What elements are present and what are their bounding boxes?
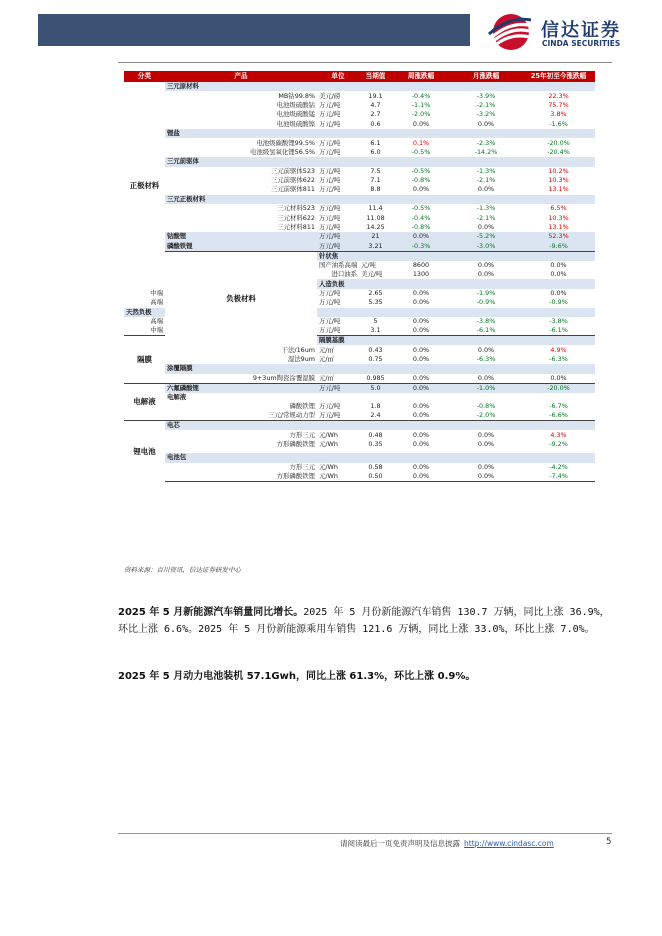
table-row: 三元前驱体622 万元/吨 7.1 -0.8% -2.1% 10.3% — [270, 176, 569, 185]
group-label: 三元原材料 — [165, 82, 317, 91]
footer-divider — [118, 833, 612, 834]
page-number: 5 — [606, 837, 612, 847]
group-label: 涂覆隔膜 — [165, 364, 317, 373]
table-row: 方形磷酸铁锂 元/Wh 0.50 0.0% 0.0% -7.4% — [124, 472, 595, 482]
header-current: 当期值 — [359, 71, 392, 82]
group-label: 天然负极 — [124, 308, 165, 317]
logo-en-text: CINDA SECURITIES — [542, 39, 621, 48]
category-battery: 锂电池 — [124, 421, 165, 482]
group-row — [124, 82, 595, 91]
header-bar — [38, 14, 470, 46]
table-row: 钴酸锂 万元/吨 21 0.0% -5.2% 52.3% — [124, 232, 595, 241]
materials-price-table — [124, 71, 595, 482]
header-product: 产品 — [165, 71, 317, 82]
cinda-logo-icon — [487, 12, 535, 52]
paragraph-battery-install — [118, 668, 616, 685]
category-anode: 负极材料 — [165, 251, 317, 345]
group-label: 隔膜基膜 — [317, 336, 359, 346]
group-label: 人造负极 — [317, 279, 359, 288]
group-label: 三元前驱体 — [165, 157, 317, 166]
table-row: MB钴99.8% 美元/磅 19.1 -0.4% -3.9% 22.3% — [278, 91, 569, 100]
group-label: 电池包 — [165, 453, 317, 462]
paragraph-ev-sales — [118, 604, 616, 638]
table-row: 湿法9um 元/㎡ 0.75 0.0% -6.3% -6.3% — [287, 354, 568, 363]
category-separator: 隔膜 — [124, 336, 165, 383]
group-label: 电芯 — [165, 421, 317, 431]
table-source-note: 资料来源：百川资讯，信达证券研发中心 — [124, 566, 241, 574]
paragraph-ev-sales-body: 2025 年 5 月份新能源汽车销售 130.7 万辆，同比上涨 36.9%，环比上涨 6.6%。2025 年 5 月份新能源乘用车销售 121.6 万辆，同比上涨 33.0%，环比上涨 7.0%。 — [118, 607, 610, 635]
table-row: 方形三元 元/Wh 0.58 0.0% 0.0% -4.2% — [289, 462, 568, 471]
table-row: 三元材料811 万元/吨 14.25 -0.8% 0.0% 13.1% — [277, 223, 569, 232]
table-row: 国产油系高端 元/吨 8600 0.0% 0.0% — [319, 260, 567, 269]
group-row — [124, 421, 595, 431]
table-row: 电池级硫酸镍 万元/吨 0.6 0.0% 0.0% -1.6% — [276, 119, 568, 128]
group-row — [124, 195, 595, 204]
table-row: 电池级硫酸锰 万元/吨 2.7 -2.0% -3.2% 3.8% — [276, 110, 567, 119]
group-label: 锂盐 — [165, 129, 317, 138]
table-row: 中端 万元/吨 2.65 0.0% -1.9% 0.0% — [150, 289, 567, 297]
footer-disclaimer-text: 请阅读最后一页免责声明及信息披露 — [340, 839, 460, 848]
group-row — [124, 129, 595, 138]
table-row: 9+3um陶瓷涂覆湿膜 元/㎡ 0.985 0.0% 0.0% 0.0% — [252, 373, 567, 382]
footer-disclaimer — [340, 838, 554, 849]
group-label: 三元正极材料 — [165, 195, 317, 204]
group-label: 针状焦 — [317, 251, 359, 261]
top-divider — [118, 62, 612, 63]
table-row: 电池级碳酸锂99.5% 万元/吨 6.1 0.1% -2.3% -20.0% — [256, 138, 570, 147]
table-row: 三元材料523 万元/吨 11.4 -0.5% -1.3% 6.5% — [277, 204, 567, 213]
group-row — [124, 453, 595, 462]
table-row: 电解液 六氟磷酸锂 万元/吨 5.0 0.0% -1.0% -20.0% — [124, 383, 595, 393]
table-row: 方形磷酸铁锂 元/Wh 0.35 0.0% 0.0% -9.2% — [276, 439, 568, 448]
table-row: 方形三元 元/Wh 0.48 0.0% 0.0% 4.3% — [289, 430, 567, 439]
table-row: 三元前驱体811 万元/吨 8.8 0.0% 0.0% 13.1% — [270, 185, 569, 194]
table-row: 磷酸铁锂 万元/吨 1.8 0.0% -0.8% -6.7% — [289, 402, 568, 411]
header-weekly: 周涨跌幅 — [392, 71, 450, 82]
header-unit: 单位 — [317, 71, 359, 82]
paragraph-ev-sales-lead: 2025 年 5 月新能源汽车销量同比增长。 — [118, 607, 304, 618]
table-row: 磷酸铁锂 万元/吨 3.21 -0.3% -3.0% -9.6% — [124, 242, 595, 252]
table-row: 高端 万元/吨 5 0.0% -3.8% -3.8% — [150, 317, 568, 326]
paragraph-battery-install-lead: 2025 年 5 月动力电池装机 57.1Gwh，同比上涨 61.3%，环比上涨 0.9%。 — [118, 671, 476, 682]
header-monthly: 月涨跌幅 — [450, 71, 522, 82]
table-row: 三元前驱体523 万元/吨 7.5 -0.5% -1.3% 10.2% — [270, 166, 569, 175]
table-row: 电池级硫酸钴 万元/吨 4.7 -1.1% -2.1% 75.7% — [276, 100, 569, 109]
table-row: 干法/16um 元/㎡ 0.43 0.0% 0.0% 4.9% — [281, 345, 567, 354]
table-row: 中端 万元/吨 3.1 0.0% -6.1% -6.1% — [150, 326, 568, 335]
group-row — [124, 393, 595, 402]
table-row: 高端 万元/吨 5.35 0.0% -0.9% -0.9% — [150, 298, 568, 307]
group-label: 电解液 — [165, 393, 317, 402]
table-row: 进口油系 美元/吨 1300 0.0% 0.0% — [331, 270, 567, 279]
footer-website-link[interactable]: http://www.cindasc.com — [464, 839, 554, 848]
group-row — [124, 364, 595, 373]
logo-cn-text: 信达证券 — [541, 20, 621, 41]
header-ytd: 25年初至今涨跌幅 — [522, 71, 595, 82]
category-electrolyte: 电解液 — [124, 383, 165, 421]
group-row — [124, 251, 595, 261]
company-logo — [487, 12, 637, 52]
group-row — [124, 157, 595, 166]
table-row: 三元/常规动力型 万元/吨 2.4 0.0% -2.0% -6.6% — [268, 411, 568, 420]
table-row: 三元材料622 万元/吨 11.08 -0.4% -2.1% 10.3% — [277, 213, 569, 222]
table-header-row — [124, 71, 595, 82]
header-category: 分类 — [124, 71, 165, 82]
table-row: 电池级氢氧化锂56.5% 万元/吨 6.0 -0.5% -14.2% -20.4% — [249, 147, 570, 156]
category-cathode: 正极材料 — [124, 82, 165, 289]
